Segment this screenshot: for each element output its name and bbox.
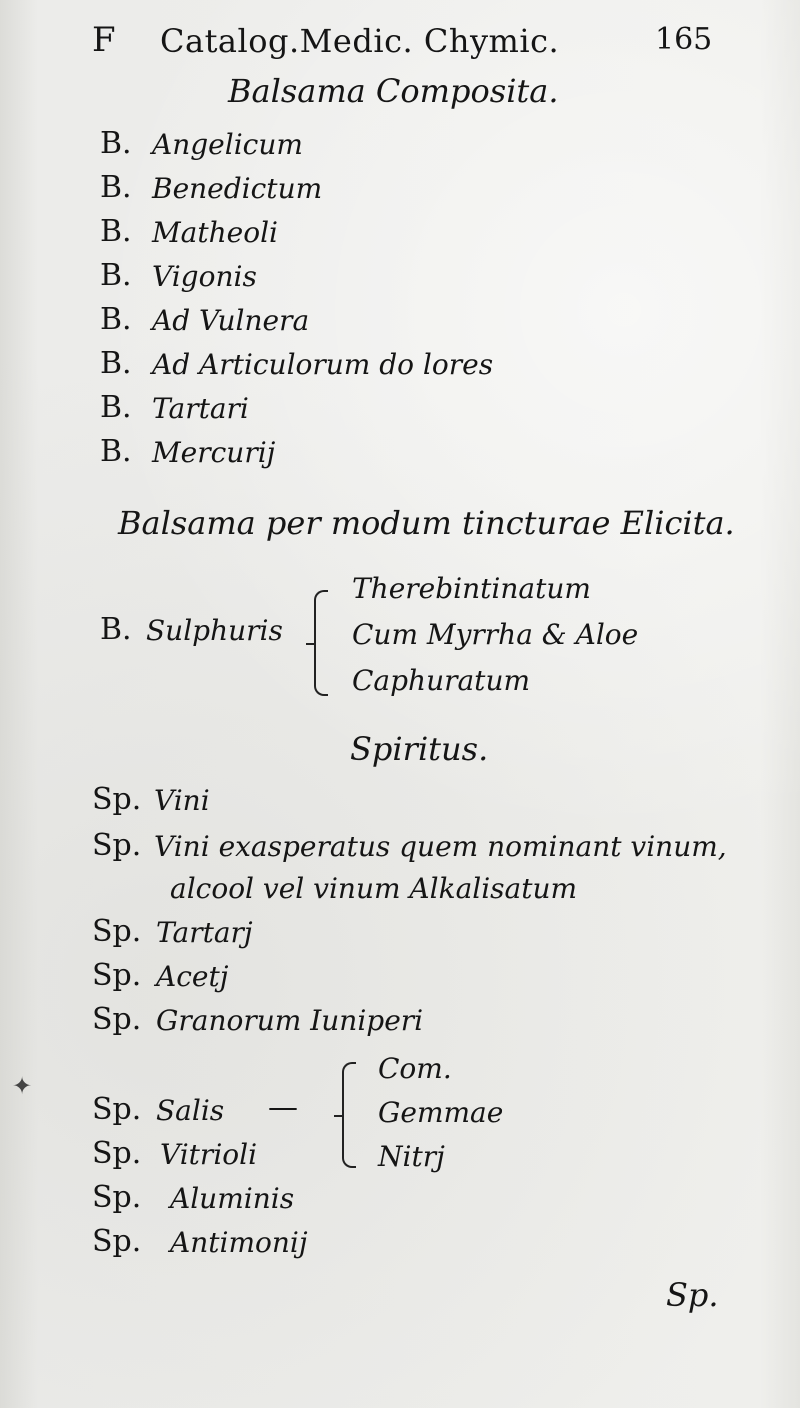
list-item-prefix: Sp.: [92, 1224, 142, 1259]
list-item-name: Vigonis: [152, 260, 257, 293]
list-item-name: Ad Vulnera: [152, 304, 310, 337]
brace-mark: [342, 1062, 356, 1168]
dash-mark: —: [268, 1090, 298, 1125]
list-item-prefix: Sp.: [92, 1180, 142, 1215]
page-number: 165: [655, 22, 713, 57]
list-item-prefix: B.: [100, 434, 132, 469]
list-item-prefix: B.: [100, 258, 132, 293]
list-item-prefix: B.: [100, 214, 132, 249]
list-item-prefix: Sp.: [92, 782, 142, 817]
list-item-prefix: B.: [100, 170, 132, 205]
list-item-name: Acetj: [156, 960, 229, 993]
list-item-prefix: B.: [100, 126, 132, 161]
list-item-prefix: Sp.: [92, 914, 142, 949]
section-title-balsama-composita: Balsama Composita.: [228, 72, 559, 110]
list-item-name: Matheoli: [152, 216, 278, 249]
group-name: Sulphuris: [146, 614, 283, 647]
list-item-name: Benedictum: [152, 172, 323, 205]
speck-ornament: ✦: [12, 1072, 33, 1100]
option-text: Com.: [378, 1052, 452, 1085]
group-name: Salis: [156, 1094, 225, 1127]
group-prefix: B.: [100, 612, 132, 647]
list-item-name: Antimonij: [170, 1226, 308, 1259]
header-mark: F: [92, 20, 116, 60]
list-item-prefix: Sp.: [92, 828, 142, 863]
option-text: Nitrj: [378, 1140, 445, 1173]
option-text: Cum Myrrha & Aloe: [352, 618, 639, 651]
section-title-spiritus: Spiritus.: [350, 730, 489, 768]
list-item-name: Angelicum: [152, 128, 303, 161]
list-item-prefix: B.: [100, 346, 132, 381]
group-prefix: Sp.: [92, 1092, 142, 1127]
list-item-prefix: Sp.: [92, 1136, 142, 1171]
option-text: Caphuratum: [352, 664, 531, 697]
brace-mark: [314, 590, 328, 696]
list-item-name: Tartarj: [156, 916, 253, 949]
option-text: Gemmae: [378, 1096, 504, 1129]
list-item-prefix: Sp.: [92, 958, 142, 993]
list-item-prefix: B.: [100, 302, 132, 337]
list-item-name: Mercurij: [152, 436, 276, 469]
list-item-continuation: alcool vel vinum Alkalisatum: [170, 872, 578, 905]
list-item-name: Vitrioli: [160, 1138, 258, 1171]
catchword: Sp.: [666, 1276, 719, 1314]
section-title-balsama-tincturae: Balsama per modum tincturae Elicita.: [118, 504, 735, 542]
list-item-prefix: B.: [100, 390, 132, 425]
list-item-prefix: Sp.: [92, 1002, 142, 1037]
running-title: Catalog.Medic. Chymic.: [160, 22, 560, 60]
list-item-name: Vini exasperatus quem nominant vinum,: [154, 830, 727, 863]
list-item-name: Vini: [154, 784, 210, 817]
list-item-name: Granorum Iuniperi: [156, 1004, 424, 1037]
option-text: Therebintinatum: [352, 572, 591, 605]
list-item-name: Ad Articulorum do lores: [152, 348, 494, 381]
list-item-name: Tartari: [152, 392, 249, 425]
list-item-name: Aluminis: [170, 1182, 295, 1215]
